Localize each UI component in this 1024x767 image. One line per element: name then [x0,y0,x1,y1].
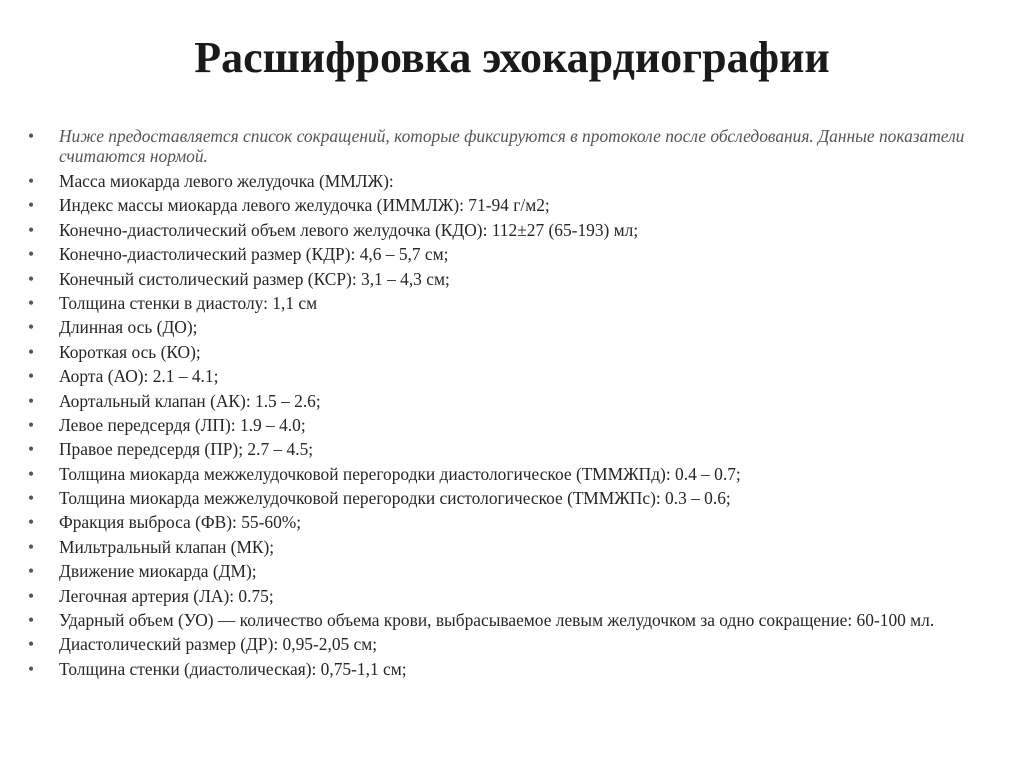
bullet-icon: • [28,610,35,631]
list-item [28,366,998,386]
bullet-icon: • [28,439,35,460]
bullet-icon: • [28,171,35,191]
list-item-text: Короткая ось (КО); [59,341,201,362]
list-item-text: Ударный объем (УО) — количество объема крови, выбрасываемое левым желудочком за одно сокращение: 60-100 мл. [59,610,935,631]
list-item [28,512,998,532]
list-item-text: Толщина миокарда межжелудочковой перегородки диастологическое (ТММЖПд): 0.4 – 0.7; [59,463,741,484]
list-item [28,195,998,215]
list-item-text: Мильтральный клапан (МК); [59,536,275,557]
bullet-icon: • [28,195,35,216]
list-item [28,488,998,508]
list-item-text: Длинная ось (ДО); [59,317,198,338]
list-item [28,561,998,581]
list-item [28,634,998,654]
list-item-text: Толщина стенки (диастолическая): 0,75-1,1 см; [59,658,407,679]
list-item [28,293,998,313]
bullet-icon: • [28,292,35,313]
bullet-icon: • [28,561,35,582]
list-item-text: Левое передсердя (ЛП): 1.9 – 4.0; [59,414,306,435]
abbreviation-list [28,126,998,683]
bullet-icon: • [28,463,35,484]
bullet-icon: • [28,634,35,655]
list-item [28,464,998,484]
list-item [28,220,998,240]
bullet-icon: • [28,658,35,679]
slide-title: Расшифровка эхокардиографии [194,33,830,82]
intro-note [28,126,998,166]
list-item [28,269,998,289]
list-item-text: Аортальный клапан (АК): 1.5 – 2.6; [59,390,321,411]
list-item-text: Конечный систолический размер (КСР): 3,1 – 4,3 см; [59,268,450,289]
list-item [28,586,998,606]
list-item-text: Конечно-диастолический размер (КДР): 4,6 – 5,7 см; [59,244,449,265]
list-item [28,171,998,191]
list-item-text: Ниже предоставляется список сокращений, которые фиксируются в протоколе после обследования. Данные показатели считаются нормой. [59,126,965,166]
list-item-text: Аорта (АО): 2.1 – 4.1; [59,366,219,387]
list-item-text: Толщина миокарда межжелудочковой перегородки систологическое (ТММЖПс): 0.3 – 0.6; [59,488,731,509]
bullet-icon: • [28,341,35,362]
bullet-icon: • [28,488,35,509]
bullet-icon: • [28,585,35,606]
list-item [28,537,998,557]
bullet-icon: • [28,219,35,240]
bullet-icon: • [28,317,35,338]
bullet-icon: • [28,536,35,557]
list-item-text: Фракция выброса (ФВ): 55-60%; [59,512,302,533]
list-item [28,659,998,679]
list-item [28,391,998,411]
bullet-icon: • [28,126,35,146]
list-item-text: Правое передсердя (ПР); 2.7 – 4.5; [59,439,314,460]
list-item-text: Конечно-диастолический объем левого желудочка (КДО): 112±27 (65-193) мл; [59,219,639,240]
list-item-text: Толщина стенки в диастолу: 1,1 см [59,292,318,313]
bullet-icon: • [28,244,35,265]
bullet-icon: • [28,390,35,411]
list-item [28,244,998,264]
list-item [28,415,998,435]
list-item [28,610,998,630]
list-item [28,342,998,362]
bullet-icon: • [28,268,35,289]
list-item-text: Легочная артерия (ЛА): 0.75; [59,585,274,606]
list-item-text: Движение миокарда (ДМ); [59,561,257,582]
list-item [28,439,998,459]
bullet-icon: • [28,414,35,435]
list-item-text: Диастолический размер (ДР): 0,95-2,05 см; [59,634,378,655]
bullet-icon: • [28,512,35,533]
list-item-text: Масса миокарда левого желудочка (ММЛЖ): [59,171,394,191]
list-item [28,317,998,337]
list-item-text: Индекс массы миокарда левого желудочка (ИММЛЖ): 71-94 г/м2; [59,195,550,216]
bullet-icon: • [28,366,35,387]
